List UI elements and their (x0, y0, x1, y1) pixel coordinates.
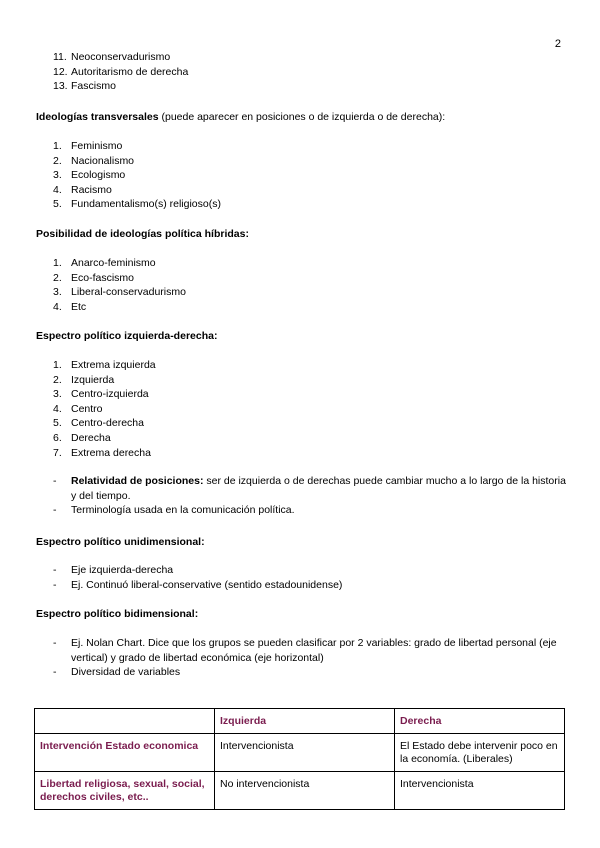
list-item: 11. Neoconservadurismo (53, 51, 171, 63)
unidimensional-heading: Espectro político unidimensional: (36, 536, 205, 548)
list-item: 2. Izquierda (53, 373, 115, 386)
table-row (35, 771, 565, 809)
list-item: - Ej. Nolan Chart. Dice que los grupos se pueden clasificar por 2 variables: grado de libertad personal (eje vertical) y grado de libertad económica (eje horizontal) (53, 637, 557, 664)
list-item: - Relatividad de posiciones: ser de izquierda o de derechas puede cambiar mucho a lo largo de la historia y del tiempo. (53, 475, 566, 502)
unidimensional-list (53, 563, 568, 592)
list-item: 6. Derecha (53, 431, 111, 444)
table-header-cell: Izquierda (215, 709, 395, 734)
hibridas-heading: Posibilidad de ideologías política híbridas: (36, 228, 249, 240)
row-label: Libertad religiosa, sexual, social, derechos civiles, etc.. (35, 771, 215, 809)
espectro-list (53, 358, 156, 460)
list-item: 1. Extrema izquierda (53, 359, 156, 371)
list-item: 7. Extrema derecha (53, 446, 151, 459)
list-item: 3. Centro-izquierda (53, 388, 149, 401)
table-cell: Intervencionista (215, 733, 395, 771)
list-item: 13. Fascismo (53, 80, 116, 93)
bidimensional-list (53, 636, 568, 680)
page-number: 2 (554, 38, 561, 50)
table-cell: Intervencionista (395, 771, 565, 809)
espectro-notes (53, 474, 568, 518)
list-item: 3. Liberal-conservadurismo (53, 286, 186, 299)
list-item: 5. Fundamentalismo(s) religioso(s) (53, 198, 221, 211)
list-item: - Terminología usada en la comunicación política. (53, 504, 295, 517)
espectro-izq-der-heading: Espectro político izquierda-derecha: (36, 330, 218, 342)
table-header-cell: Derecha (395, 709, 565, 734)
bidimensional-heading: Espectro político bidimensional: (36, 608, 199, 620)
table-header-cell (35, 709, 215, 734)
list-item: 5. Centro-derecha (53, 417, 144, 430)
table-cell: No intervencionista (215, 771, 395, 809)
list-item: 4. Etc (53, 300, 87, 313)
list-item: - Eje izquierda-derecha (53, 564, 174, 576)
list-item: 1. Feminismo (53, 140, 123, 152)
transversales-list (53, 139, 221, 212)
list-item: - Ej. Continuó liberal-conservative (sentido estadounidense) (53, 578, 343, 591)
comparison-table (34, 708, 565, 810)
table-header-row (35, 709, 565, 734)
table-row (35, 733, 565, 771)
list-item: 4. Racismo (53, 183, 112, 196)
list-item: 3. Ecologismo (53, 169, 126, 182)
table-cell: El Estado debe intervenir poco en la economía. (Liberales) (395, 733, 565, 771)
list-item: 4. Centro (53, 402, 103, 415)
ideology-list-continued (53, 50, 188, 94)
list-item: 12. Autoritarismo de derecha (53, 65, 189, 78)
list-item: 1. Anarco-feminismo (53, 257, 156, 269)
list-item: 2. Nacionalismo (53, 154, 135, 167)
transversales-heading: Ideologías transversales (puede aparecer en posiciones o de izquierda o de derecha): (36, 111, 446, 123)
list-item: - Diversidad de variables (53, 666, 181, 679)
row-label: Intervención Estado economica (35, 733, 215, 771)
list-item: 2. Eco-fascismo (53, 271, 135, 284)
hibridas-list (53, 256, 186, 314)
